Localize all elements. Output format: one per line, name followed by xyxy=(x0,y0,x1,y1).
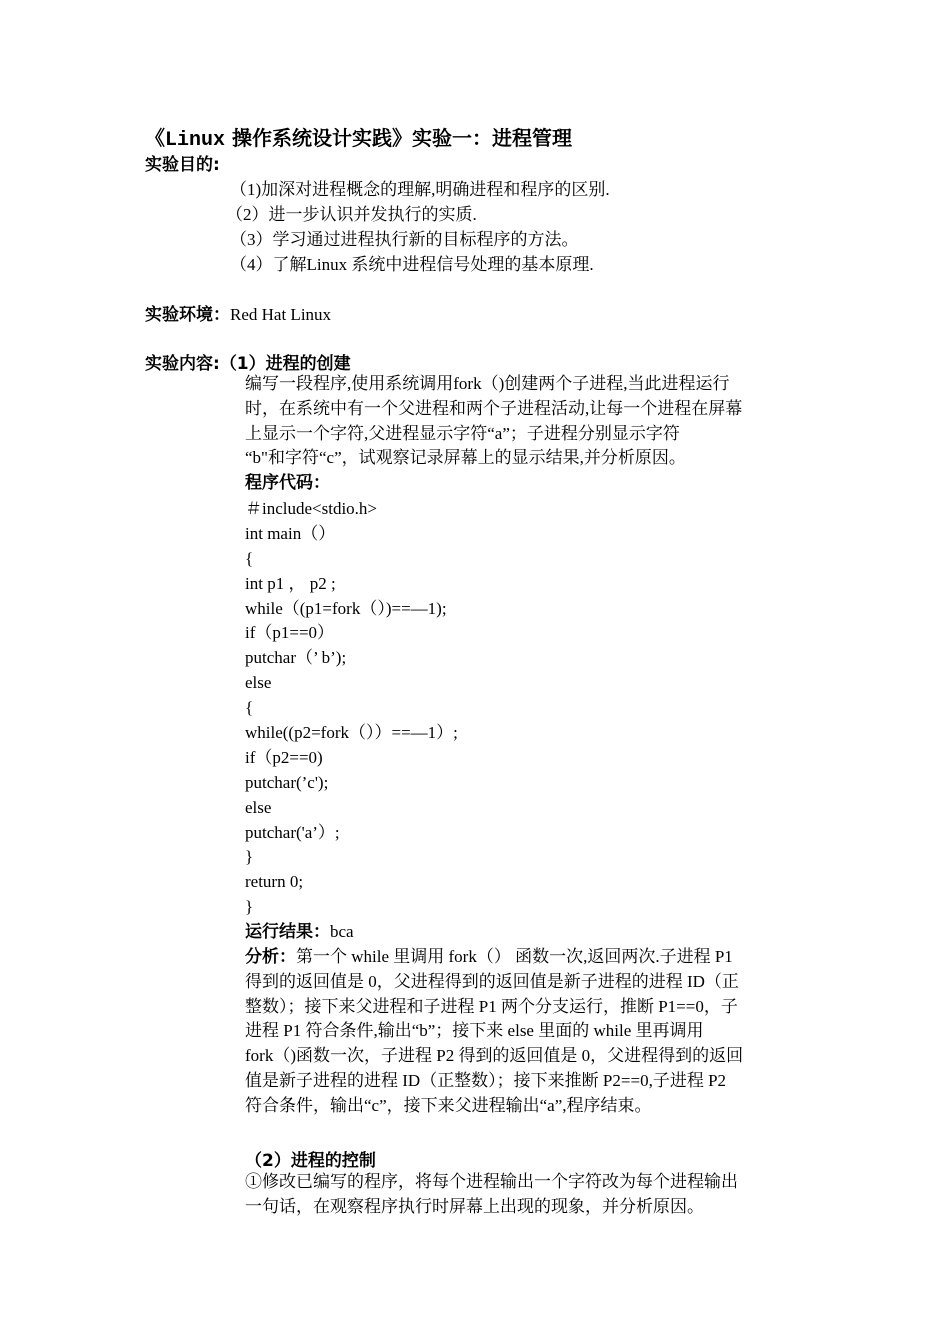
result-label: 运行结果： xyxy=(245,922,330,943)
code-line: while（(p1=fork（）)==—1); xyxy=(245,598,447,618)
analysis-line: 符合条件，输出“c”，接下来父进程输出“a”,程序结束。 xyxy=(245,1095,652,1115)
code-line: { xyxy=(245,698,254,718)
analysis-line: 得到的返回值是 0，父进程得到的返回值是新子进程的进程 ID（正 xyxy=(245,971,739,991)
analysis-block xyxy=(245,945,810,1119)
analysis-line: 整数）；接下来父进程和子进程 P1 两个分支运行，推断 P1==0，子 xyxy=(245,996,738,1016)
part1-description xyxy=(245,372,810,496)
code-line: ＃include<stdio.h> xyxy=(245,499,378,518)
code-line: putchar（’ b’); xyxy=(245,648,347,668)
title-linux: Linux xyxy=(165,129,226,152)
page-title xyxy=(145,122,572,152)
code-line: } xyxy=(245,897,254,917)
part1-title: （1）进程的创建 xyxy=(219,354,351,374)
purpose-item-1: （1)加深对进程概念的理解,明确进程和程序的区别. xyxy=(230,180,610,199)
code-line: else xyxy=(245,673,272,693)
code-block xyxy=(245,497,810,945)
analysis-line: 值是新子进程的进程 ID（正整数）；接下来推断 P2==0,子进程 P2 xyxy=(245,1070,727,1090)
environment-label: 实验环境： xyxy=(145,305,230,325)
environment-value: Red Hat Linux xyxy=(230,305,332,324)
part2-line: 一句话，在观察程序执行时屏幕上出现的现象，并分析原因。 xyxy=(245,1196,704,1216)
purpose-item-3: （3）学习通过进程执行新的目标程序的方法。 xyxy=(230,230,579,249)
code-line: int p1 ， p2 ; xyxy=(245,573,336,593)
desc-line: “b"和字符“c”，试观察记录屏幕上的显示结果,并分析原因。 xyxy=(245,448,686,468)
code-line: putchar('a’）; xyxy=(245,822,340,842)
code-line: if（p1==0） xyxy=(245,623,335,643)
purpose-item-4: （4）了解Linux 系统中进程信号处理的基本原理. xyxy=(230,255,594,274)
desc-line: 时，在系统中有一个父进程和两个子进程活动,让每一个进程在屏幕 xyxy=(245,398,743,418)
result-line xyxy=(245,920,810,945)
title-open-bracket: 《 xyxy=(145,126,165,150)
desc-line: 编写一段程序,使用系统调用fork（)创建两个子进程,当此进程运行 xyxy=(245,374,730,393)
part2-line: ①修改已编写的程序，将每个进程输出一个字符改为每个进程输出 xyxy=(245,1172,738,1191)
code-line: if（p2==0) xyxy=(245,747,323,767)
title-rest: 操作系统设计实践》实验一：进程管理 xyxy=(225,126,572,150)
part2-title: （2）进程的控制 xyxy=(245,1151,376,1171)
purpose-label: 实验目的: xyxy=(145,155,220,175)
code-line: int main（） xyxy=(245,523,336,543)
part2-description xyxy=(245,1170,810,1220)
analysis-text: 第一个 while 里调用 fork（） 函数一次,返回两次.子进程 P1 xyxy=(296,947,733,966)
desc-line: 上显示一个字符,父进程显示字符“a”；子进程分别显示字符 xyxy=(245,423,680,443)
code-line: else xyxy=(245,797,272,817)
code-line: return 0; xyxy=(245,872,304,892)
content-label: 实验内容: xyxy=(145,354,220,374)
environment-line xyxy=(145,300,331,325)
analysis-label: 分析： xyxy=(245,947,296,967)
analysis-line: fork（)函数一次，子进程 P2 得到的返回值是 0，父进程得到的返回 xyxy=(245,1046,744,1066)
code-label: 程序代码： xyxy=(245,473,330,494)
analysis-line xyxy=(245,945,810,970)
code-line: } xyxy=(245,847,254,867)
code-line: { xyxy=(245,548,254,568)
content-line xyxy=(145,349,351,374)
result-value: bca xyxy=(330,922,354,942)
purpose-item-2: （2）进一步认识并发执行的实质. xyxy=(226,205,477,224)
code-line: while((p2=fork（））==—1）; xyxy=(245,723,458,743)
code-line: putchar(’c'); xyxy=(245,772,329,792)
analysis-line: 进程 P1 符合条件,输出“b”；接下来 else 里面的 while 里再调用 xyxy=(245,1021,704,1041)
